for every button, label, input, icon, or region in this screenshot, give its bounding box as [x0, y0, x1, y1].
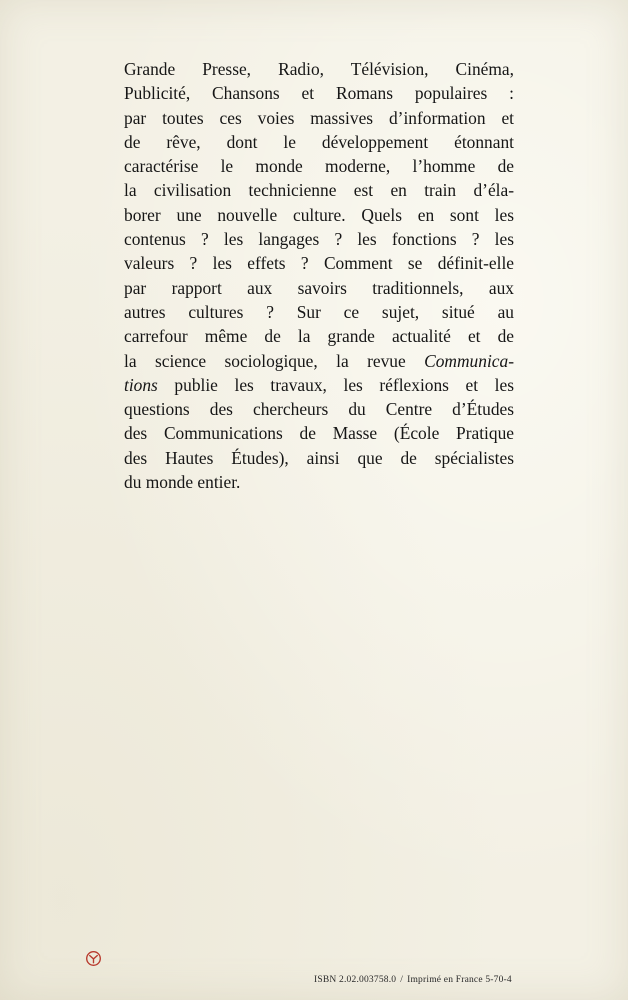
publisher-logo-icon: [85, 950, 102, 967]
printed-in-label: Imprimé en France 5-70-4: [407, 975, 512, 985]
blurb-line: Publicité, Chansons et Romans populaires :: [124, 83, 514, 104]
colophon-separator: /: [400, 975, 404, 985]
blurb-line: questions des chercheurs du Centre d’Études: [124, 399, 514, 420]
blurb-line: autres cultures ? Sur ce sujet, situé au: [124, 301, 514, 322]
blurb-line: Grande Presse, Radio, Télévision, Cinéma,: [124, 59, 514, 79]
isbn-number: ISBN 2.02.003758.0: [314, 975, 397, 985]
blurb-line-with-journal: [124, 349, 514, 373]
blurb-line-with-journal: [124, 373, 514, 397]
blurb-paragraph: [124, 57, 514, 494]
blurb-line: par toutes ces voies massives d’information et: [124, 107, 514, 128]
blurb-line: borer une nouvelle culture. Quels en sont les: [124, 204, 514, 225]
blurb-line: par rapport aux savoirs traditionnels, aux: [124, 277, 514, 298]
blurb-line: de rêve, dont le développement étonnant: [124, 131, 514, 152]
colophon: [314, 975, 512, 985]
journal-title-start: Communica-: [424, 350, 514, 371]
blurb-line: des Communications de Masse (École Pratique: [124, 423, 514, 444]
blurb-text: publie les travaux, les réflexions et les: [174, 374, 514, 395]
blurb-line: du monde entier.: [124, 472, 241, 493]
blurb-line: valeurs ? les effets ? Comment se définit-elle: [124, 253, 514, 274]
blurb-line: carrefour même de la grande actualité et de: [124, 326, 514, 347]
journal-title-end: tions: [124, 374, 158, 395]
blurb-line: des Hautes Études), ainsi que de spécialistes: [124, 447, 514, 468]
blurb-line: la civilisation technicienne est en train d’éla-: [124, 180, 514, 201]
blurb-line: contenus ? les langages ? les fonctions ? les: [124, 229, 514, 250]
blurb-line: caractérise le monde moderne, l’homme de: [124, 156, 514, 177]
blurb-text: la science sociologique, la revue: [124, 350, 406, 371]
